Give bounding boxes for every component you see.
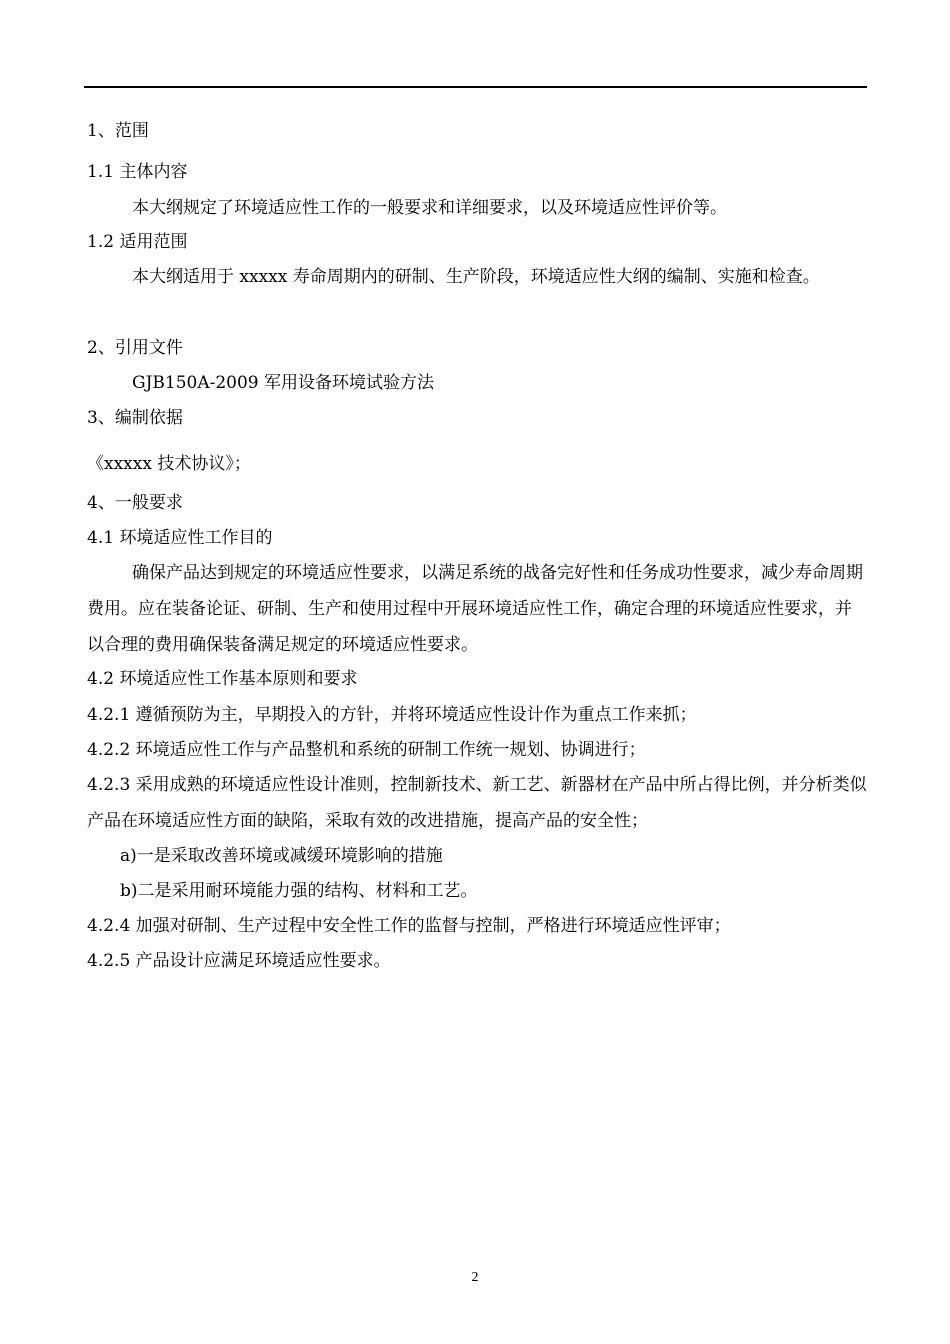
header-rule — [84, 86, 867, 88]
section-1-1-heading: 1.1 主体内容 — [87, 162, 188, 182]
section-1-2-body: 本大纲适用于 xxxxx 寿命周期内的研制、生产阶段，环境适应性大纲的编制、实施和检查。 — [132, 267, 820, 287]
page-number: 2 — [471, 1270, 479, 1285]
item-4-2-2: 4.2.2 环境适应性工作与产品整机和系统的研制工作统一规划、协调进行； — [87, 740, 646, 760]
item-4-2-3: 4.2.3 采用成熟的环境适应性设计准则，控制新技术、新工艺、新器材在产品中所占得比例，并分析类似产品在环境适应性方面的缺陷，采取有效的改进措施，提高产品的安全性； — [87, 775, 867, 831]
section-3-heading: 3、编制依据 — [87, 408, 183, 428]
section-1-2-heading: 1.2 适用范围 — [87, 232, 188, 252]
section-4-1-body: 确保产品达到规定的环境适应性要求，以满足系统的战备完好性和任务成功性要求，减少寿命周期费用。应在装备论证、研制、生产和使用过程中开展环境适应性工作，确定合理的环境适应性要求，并以合理的费用确保装备满足规定的环境适应性要求。 — [87, 563, 863, 655]
section-2-body: GJB150A-2009 军用设备环境试验方法 — [132, 373, 435, 393]
section-4-1-heading: 4.1 环境适应性工作目的 — [87, 528, 273, 548]
item-4-2-3-b: b)二是采用耐环境能力强的结构、材料和工艺。 — [120, 881, 478, 901]
item-4-2-5: 4.2.5 产品设计应满足环境适应性要求。 — [87, 951, 391, 971]
section-3-body: 《xxxxx 技术协议》； — [87, 454, 251, 474]
section-4-heading: 4、一般要求 — [87, 493, 183, 513]
section-1-heading: 1、范围 — [87, 121, 149, 141]
section-1-1-body: 本大纲规定了环境适应性工作的一般要求和详细要求，以及环境适应性评价等。 — [132, 198, 727, 218]
item-4-2-1: 4.2.1 遵循预防为主，早期投入的方针，并将环境适应性设计作为重点工作来抓； — [87, 705, 697, 725]
item-4-2-3-a: a)一是采取改善环境或减缓环境影响的措施 — [120, 846, 443, 866]
section-4-2-heading: 4.2 环境适应性工作基本原则和要求 — [87, 669, 358, 689]
section-2-heading: 2、引用文件 — [87, 338, 183, 358]
item-4-2-4: 4.2.4 加强对研制、生产过程中安全性工作的监督与控制，严格进行环境适应性评审； — [87, 916, 731, 936]
